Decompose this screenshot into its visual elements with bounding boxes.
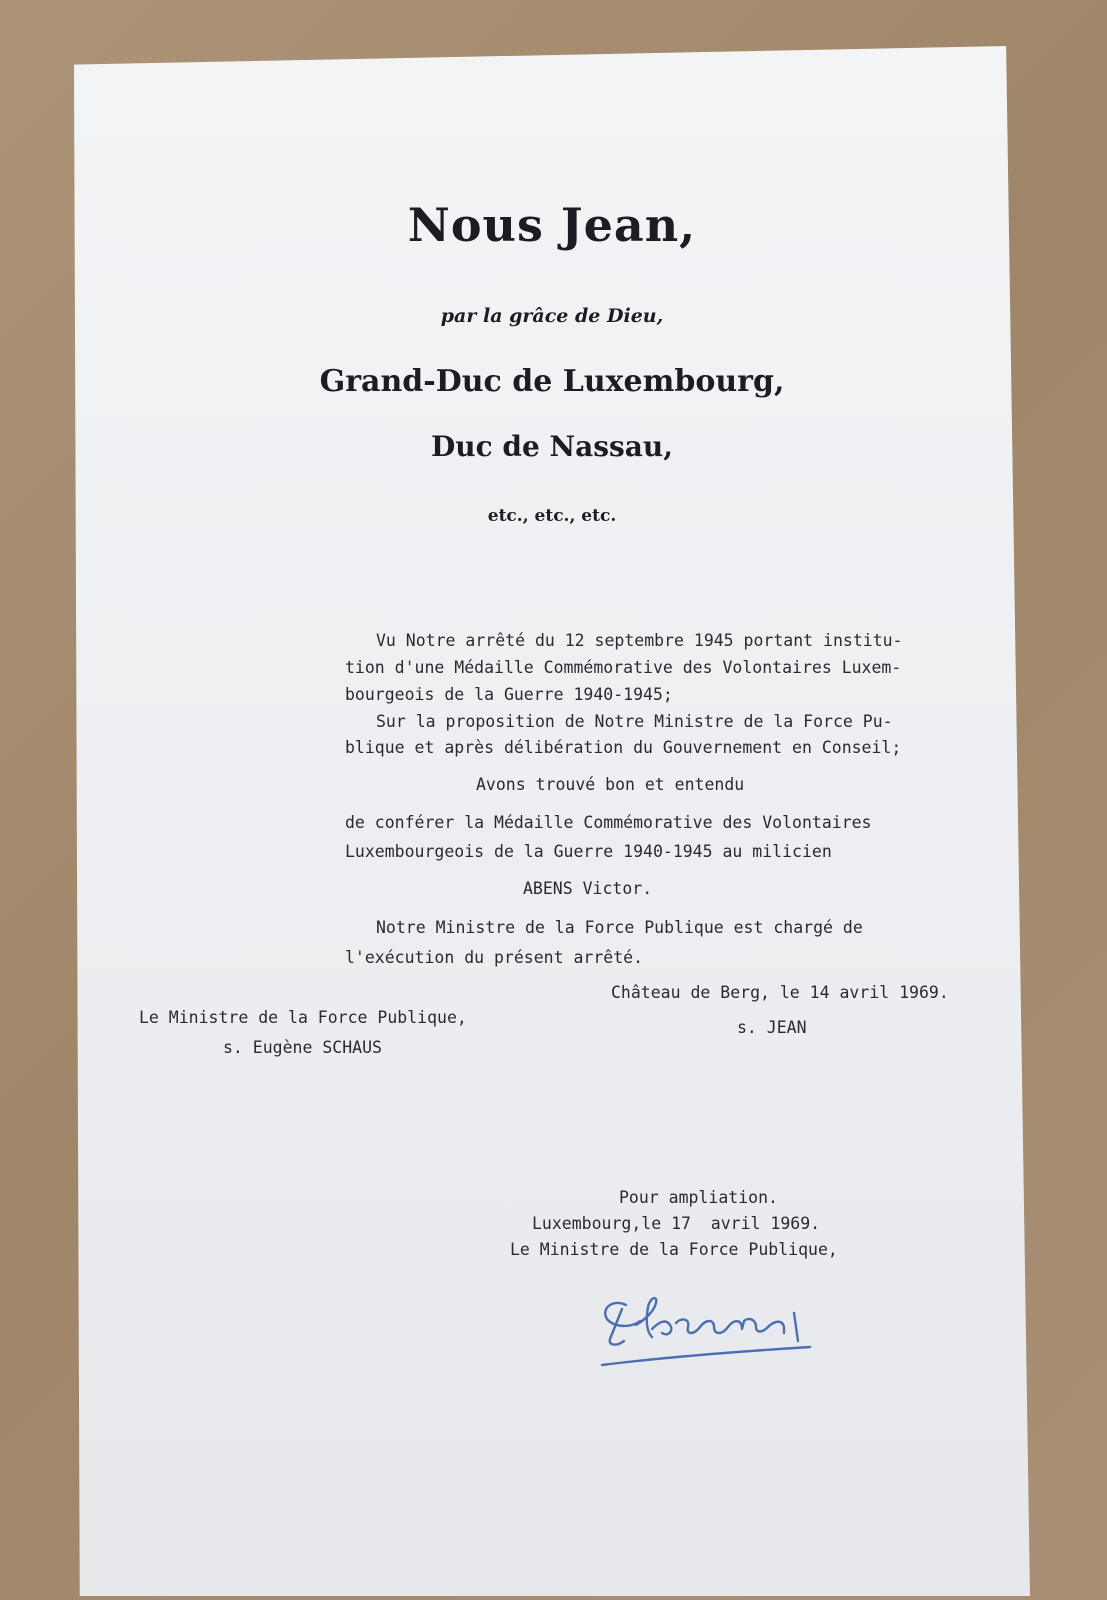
- body-line: Notre Ministre de la Force Publique est chargé de: [376, 918, 863, 937]
- body-line: Sur la proposition de Notre Ministre de la Force Pu-: [376, 712, 893, 731]
- body-line: de conférer la Médaille Commémorative des Volontaires: [345, 813, 872, 832]
- heading-title: Nous Jean,: [407, 198, 697, 252]
- body-line: Luxembourgeois de la Guerre 1940-1945 au milicien: [345, 842, 832, 861]
- recipient-name: ABENS Victor.: [523, 879, 653, 898]
- ampliation-label: Pour ampliation.: [619, 1188, 778, 1207]
- minister-name: s. Eugène SCHAUS: [223, 1038, 382, 1057]
- body-line: bourgeois de la Guerre 1940-1945;: [345, 685, 673, 704]
- ampliation-place-date: Luxembourg,le 17 avril 1969.: [532, 1214, 821, 1233]
- heading-subtitle: par la grâce de Dieu,: [440, 305, 664, 327]
- heading-etc: etc., etc., etc.: [487, 506, 617, 526]
- decision-line: Avons trouvé bon et entendu: [476, 775, 745, 794]
- body-line: l'exécution du présent arrêté.: [345, 948, 644, 967]
- handwritten-signature: [596, 1285, 856, 1375]
- heading-duke-nassau: Duc de Nassau,: [430, 430, 674, 463]
- minister-title: Le Ministre de la Force Publique,: [139, 1008, 467, 1027]
- body-line: blique et après délibération du Gouvernement en Conseil;: [345, 738, 902, 757]
- signature-icon: [596, 1285, 856, 1375]
- place-date: Château de Berg, le 14 avril 1969.: [611, 983, 949, 1002]
- sovereign-signature: s. JEAN: [737, 1018, 807, 1037]
- body-line: Vu Notre arrêté du 12 septembre 1945 portant institu-: [376, 631, 903, 650]
- heading-grand-duke: Grand-Duc de Luxembourg,: [319, 364, 785, 399]
- ampliation-minister-title: Le Ministre de la Force Publique,: [510, 1240, 838, 1259]
- body-line: tion d'une Médaille Commémorative des Volontaires Luxem-: [345, 658, 902, 677]
